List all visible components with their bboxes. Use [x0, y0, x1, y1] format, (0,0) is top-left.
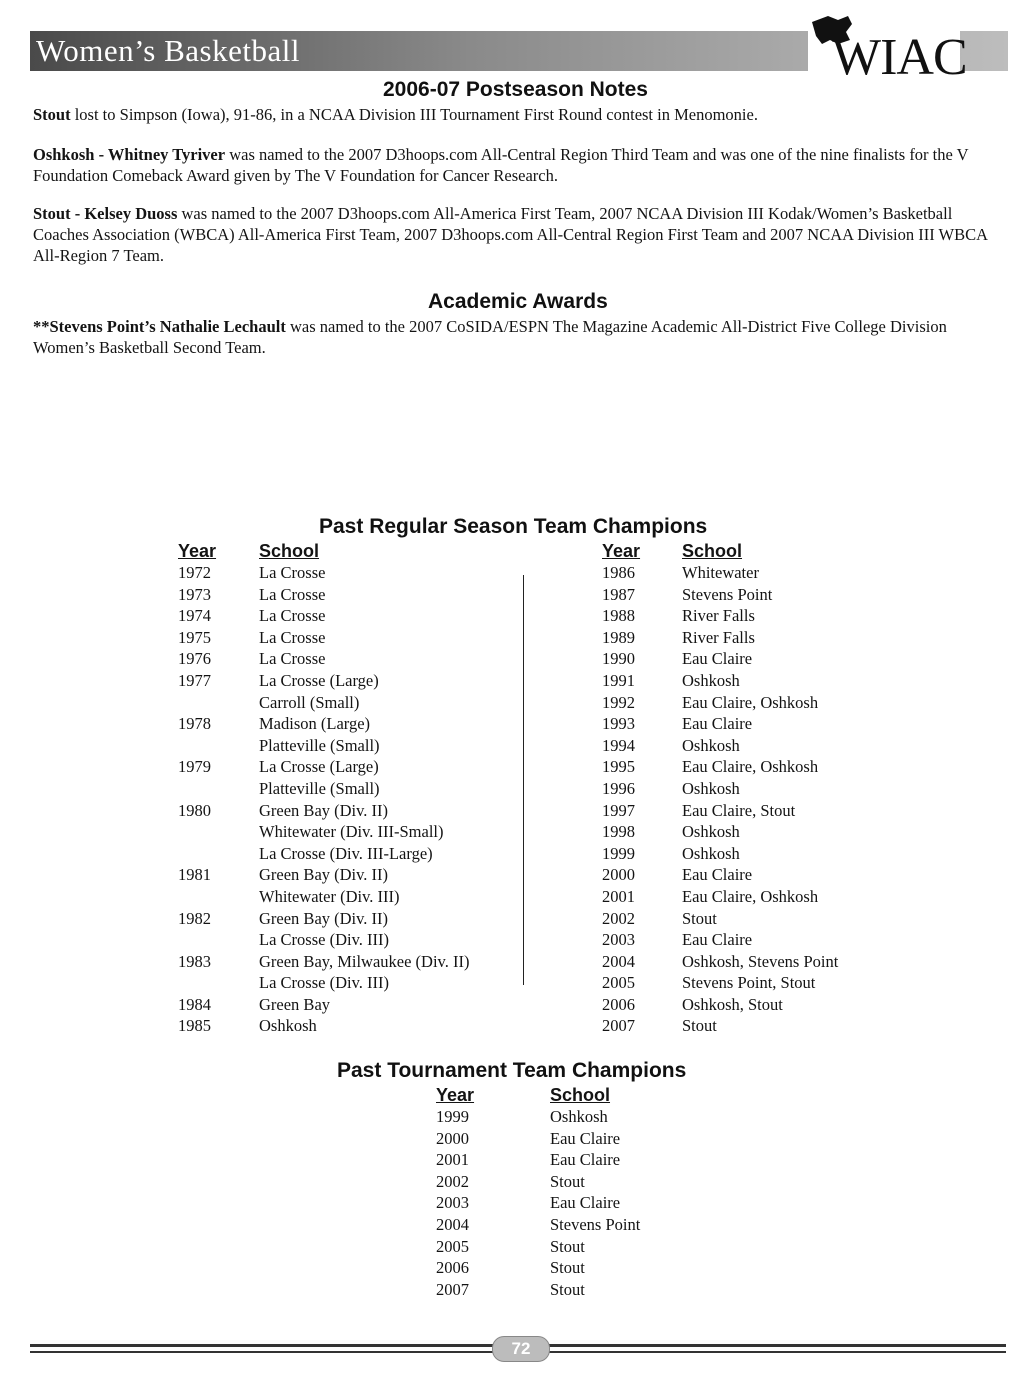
postseason-note-1 [33, 104, 1008, 125]
school-cell: Whitewater (Div. III) [259, 886, 400, 906]
year-cell: 1992 [602, 692, 635, 712]
year-cell: 2002 [436, 1171, 469, 1191]
year-cell: 2007 [602, 1016, 635, 1036]
school-cell: La Crosse [259, 606, 326, 626]
regular-right-year-column [602, 540, 640, 1037]
postseason-note-2 [33, 144, 1008, 186]
year-cell [178, 735, 216, 757]
year-cell: 2002 [602, 908, 635, 928]
year-cell: 2000 [602, 865, 635, 885]
year-cell [178, 886, 216, 908]
school-cell: Eau Claire [682, 930, 753, 950]
regular-left-year-column [178, 540, 216, 1037]
year-cell: 1977 [178, 670, 211, 690]
year-cell: 1984 [178, 994, 211, 1014]
school-header: School [259, 541, 320, 561]
year-header: Year [436, 1085, 475, 1105]
school-cell: Stevens Point, Stout [682, 973, 816, 993]
year-cell: 1991 [602, 670, 635, 690]
tournament-title: Past Tournament Team Champions [337, 1059, 687, 1082]
year-cell: 1989 [602, 627, 635, 647]
school-cell: Green Bay, Milwaukee (Div. II) [259, 951, 470, 971]
school-cell: Green Bay (Div. II) [259, 800, 389, 820]
column-divider [523, 575, 524, 985]
school-cell: La Crosse (Div. III) [259, 930, 389, 950]
school-cell: Oshkosh [682, 670, 740, 690]
year-cell: 2000 [436, 1128, 469, 1148]
school-cell: River Falls [682, 606, 755, 626]
note-subject: Stout [33, 105, 71, 124]
year-cell: 1988 [602, 606, 635, 626]
school-cell: La Crosse (Large) [259, 757, 379, 777]
wiac-logo [808, 14, 967, 86]
year-cell [178, 692, 216, 714]
school-cell: La Crosse (Div. III) [259, 973, 389, 993]
school-cell: Stout [682, 908, 717, 928]
school-cell: Stout [550, 1236, 585, 1256]
year-cell: 2004 [602, 951, 635, 971]
school-cell: Platteville (Small) [259, 735, 380, 755]
note-text: was named to the 2007 D3hoops.com All-America First Team, 2007 NCAA Division III Kodak/Women’s Basketball Coaches Association (WBCA) All-America First Team, 2007 D3hoops.com All-Central Region First Team and 2007 NCAA Division III WBCA All-Region 7 Team. [33, 204, 988, 265]
school-cell: Whitewater [682, 563, 759, 582]
year-cell: 1999 [602, 843, 635, 863]
year-header: Year [178, 541, 217, 561]
year-cell: 2005 [602, 973, 635, 993]
note-subject: **Stevens Point’s Nathalie Lechault [33, 317, 286, 336]
school-cell: Oshkosh [259, 1016, 317, 1036]
year-cell: 1974 [178, 606, 211, 626]
school-cell: Oshkosh [682, 843, 740, 863]
year-cell: 1990 [602, 649, 635, 669]
school-cell: Oshkosh [682, 822, 740, 842]
year-cell: 1997 [602, 800, 635, 820]
school-cell: Eau Claire, Stout [682, 800, 796, 820]
year-cell: 2001 [602, 886, 635, 906]
school-cell: Eau Claire [682, 865, 753, 885]
year-cell: 2001 [436, 1150, 469, 1170]
regular-right-school-column [682, 540, 838, 1037]
school-cell: Platteville (Small) [259, 778, 380, 798]
year-cell: 1993 [602, 714, 635, 734]
school-cell: Oshkosh [682, 735, 740, 755]
year-cell [178, 843, 216, 865]
note-subject: Oshkosh - Whitney Tyriver [33, 145, 226, 164]
year-cell: 2004 [436, 1214, 469, 1234]
school-cell: Stout [682, 1016, 717, 1036]
school-cell: Eau Claire [550, 1128, 621, 1148]
school-cell: Oshkosh [550, 1107, 608, 1126]
regular-left-school-column [259, 540, 469, 1037]
school-cell: Green Bay (Div. II) [259, 908, 389, 928]
school-cell: La Crosse [259, 584, 326, 604]
year-cell: 2006 [602, 994, 635, 1014]
year-cell: 1985 [178, 1016, 211, 1036]
year-cell: 1987 [602, 584, 635, 604]
school-cell: La Crosse (Div. III-Large) [259, 843, 433, 863]
year-cell: 2003 [602, 930, 635, 950]
school-cell: La Crosse (Large) [259, 670, 379, 690]
school-cell: Madison (Large) [259, 714, 371, 734]
year-cell: 1972 [178, 563, 211, 582]
school-cell: Eau Claire [550, 1150, 621, 1170]
year-cell: 1999 [436, 1107, 469, 1126]
school-cell: La Crosse [259, 627, 326, 647]
year-cell: 1995 [602, 757, 635, 777]
school-header: School [550, 1085, 611, 1105]
year-cell: 1980 [178, 800, 211, 820]
school-cell: Stout [550, 1171, 585, 1191]
year-cell: 1978 [178, 714, 211, 734]
year-cell: 1975 [178, 627, 211, 647]
school-cell: Oshkosh [682, 778, 740, 798]
year-cell: 2007 [436, 1279, 469, 1299]
school-header: School [682, 541, 743, 561]
year-cell [178, 972, 216, 994]
school-cell: Eau Claire [682, 649, 753, 669]
school-cell: Stout [550, 1279, 585, 1299]
school-cell: Eau Claire [682, 714, 753, 734]
school-cell: Oshkosh, Stevens Point [682, 951, 839, 971]
year-cell: 2006 [436, 1258, 469, 1278]
regular-season-title: Past Regular Season Team Champions [319, 515, 708, 538]
school-cell: Eau Claire [550, 1193, 621, 1213]
year-cell: 1973 [178, 584, 211, 604]
section-title: Women’s Basketball [36, 33, 300, 68]
year-cell: 1981 [178, 865, 211, 885]
academic-note [33, 316, 1008, 358]
year-cell [178, 821, 216, 843]
school-cell: Green Bay (Div. II) [259, 865, 389, 885]
note-text: was named to the 2007 D3hoops.com All-Central Region Third Team and was one of the nine finalists for the V Foundation Comeback Award given by The V Foundation for Cancer Research. [33, 145, 969, 185]
school-cell: Eau Claire, Oshkosh [682, 692, 819, 712]
school-cell: Oshkosh, Stout [682, 994, 783, 1014]
tournament-school-column [550, 1084, 640, 1300]
academic-title: Academic Awards [428, 290, 608, 313]
year-cell: 2005 [436, 1236, 469, 1256]
tournament-year-column [436, 1084, 474, 1300]
school-cell: La Crosse [259, 649, 326, 669]
year-cell [178, 929, 216, 951]
school-cell: Stevens Point [682, 584, 773, 604]
year-header: Year [602, 541, 641, 561]
year-cell: 1996 [602, 778, 635, 798]
postseason-note-3 [33, 203, 1008, 266]
note-text: lost to Simpson (Iowa), 91-86, in a NCAA Division III Tournament First Round contest in Menomonie. [70, 105, 758, 124]
year-cell [178, 778, 216, 800]
year-cell: 2003 [436, 1193, 469, 1213]
school-cell: Whitewater (Div. III-Small) [259, 822, 444, 842]
school-cell: Carroll (Small) [259, 692, 360, 712]
school-cell: River Falls [682, 627, 755, 647]
page-number: 72 [492, 1336, 550, 1362]
year-cell: 1976 [178, 649, 211, 669]
school-cell: La Crosse [259, 563, 326, 582]
school-cell: Stevens Point [550, 1214, 641, 1234]
school-cell: Green Bay [259, 994, 331, 1014]
year-cell: 1979 [178, 757, 211, 777]
year-cell: 1998 [602, 822, 635, 842]
year-cell: 1983 [178, 951, 211, 971]
note-text: was named to the 2007 CoSIDA/ESPN The Magazine Academic All-District Five College Division Women’s Basketball Second Team. [33, 317, 947, 357]
school-cell: Eau Claire, Oshkosh [682, 757, 819, 777]
year-cell: 1982 [178, 908, 211, 928]
year-cell: 1994 [602, 735, 635, 755]
note-subject: Stout - Kelsey Duoss [33, 204, 178, 223]
school-cell: Eau Claire, Oshkosh [682, 886, 819, 906]
postseason-title: 2006-07 Postseason Notes [383, 78, 648, 101]
school-cell: Stout [550, 1258, 585, 1278]
year-cell: 1986 [602, 563, 635, 582]
logo-text: WIAC [832, 29, 967, 86]
